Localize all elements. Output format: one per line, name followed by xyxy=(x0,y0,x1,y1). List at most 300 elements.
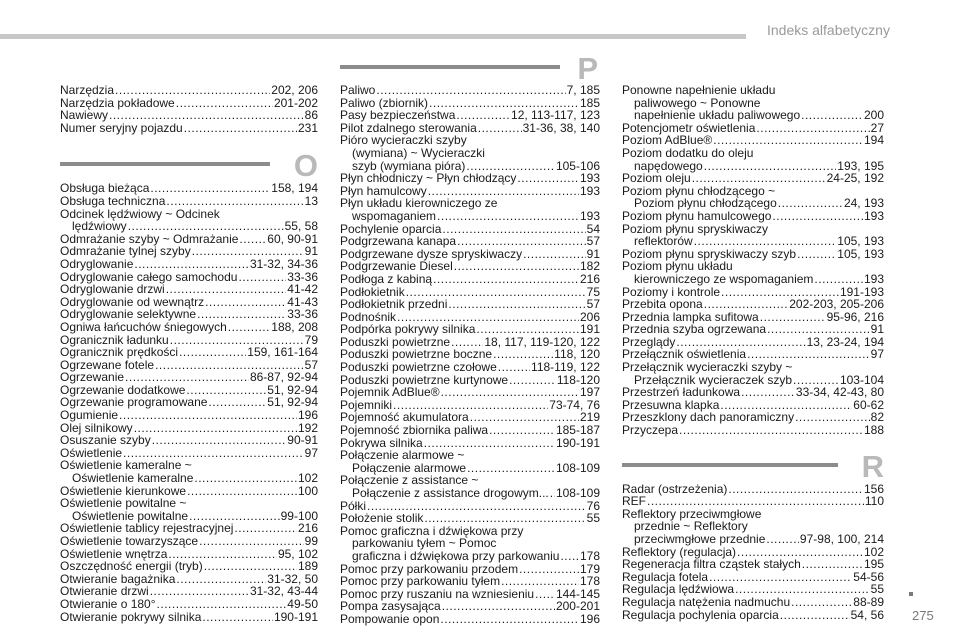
dot-leader xyxy=(741,386,795,399)
dot-leader xyxy=(205,296,286,309)
entry-term: Podpórka pokrywy silnika xyxy=(340,322,476,337)
entry-term: Regulacja fotela xyxy=(622,569,709,584)
entry-term: Pokrywa silnika xyxy=(340,435,423,450)
entry-term: Poduszki powietrzne boczne xyxy=(340,347,493,362)
entry-term: Półki xyxy=(340,498,367,513)
entry-pages: 7, 185 xyxy=(566,83,600,97)
dot-leader xyxy=(560,550,579,563)
entry-term: Podnośnik xyxy=(340,309,397,324)
dot-leader xyxy=(134,422,297,435)
entry-term: Odcinek lędźwiowy ~ Odcinek xyxy=(60,206,220,221)
entry-pages: 188, 208 xyxy=(271,319,318,334)
entry-pages: 193 xyxy=(579,208,600,223)
entry-pages: 196 xyxy=(579,611,600,626)
index-entry xyxy=(60,434,318,447)
index-entry xyxy=(340,147,600,160)
dot-leader xyxy=(801,109,863,122)
dot-leader xyxy=(179,346,246,359)
dot-leader xyxy=(704,160,837,173)
index-entry xyxy=(340,386,600,399)
entry-term: Pojemność zbiornika paliwa xyxy=(340,423,489,438)
entry-term: Poziom płynu hamulcowego xyxy=(622,208,772,223)
entry-pages: 55 xyxy=(586,511,600,526)
entry-term: Pomoc przy parkowaniu tyłem xyxy=(340,574,501,589)
dot-leader xyxy=(457,235,586,248)
dot-leader xyxy=(176,97,273,110)
letter-header-p xyxy=(340,43,598,86)
entry-term: Płyn układu kierowniczego ze xyxy=(340,196,498,211)
entry-term: Pomoc przy parkowaniu przodem xyxy=(340,561,519,576)
entry-pages: 193 xyxy=(863,208,884,223)
entry-term: Odryglowanie drzwi xyxy=(60,282,165,297)
index-entry xyxy=(340,84,600,97)
entry-term: Ponowne napełnienie układu xyxy=(622,83,776,97)
entry-term: Oświetlenie kameralne xyxy=(72,471,194,486)
entry-term: Pilot zdalnego sterowania xyxy=(340,120,477,135)
dot-leader xyxy=(694,235,837,248)
dot-leader xyxy=(814,273,863,286)
entry-term: Olej silnikowy xyxy=(60,420,133,435)
index-entry xyxy=(60,122,318,135)
index-entry xyxy=(622,533,884,546)
entry-term: Połączenie z assistance drogowym... xyxy=(352,486,549,500)
entry-pages: 182 xyxy=(579,259,600,274)
entry-pages: 91 xyxy=(870,322,884,337)
entry-term: Przyczepa xyxy=(622,423,679,438)
index-entry xyxy=(60,560,318,573)
entry-term: Ogranicznik prędkości xyxy=(60,345,179,360)
entry-term: Otwieranie bagażnika xyxy=(60,571,176,586)
entry-pages: 219 xyxy=(579,410,600,425)
dot-leader xyxy=(134,258,249,271)
entry-pages: 79 xyxy=(304,332,318,347)
entry-pages: 197 xyxy=(579,385,600,400)
index-entry xyxy=(60,535,318,548)
entry-pages: 33-36 xyxy=(287,269,318,284)
index-entry xyxy=(60,497,318,510)
entry-term: (wymiana) ~ Wycieraczki xyxy=(352,145,485,160)
entry-pages: 97 xyxy=(870,347,884,362)
entry-term: kierowniczego ze wspomaganiem xyxy=(634,271,814,286)
entry-pages: 91 xyxy=(304,244,318,259)
entry-term: Płyn hamulcowy xyxy=(340,183,427,198)
dot-leader xyxy=(150,585,249,598)
dot-leader xyxy=(157,598,287,611)
index-entry xyxy=(60,321,318,334)
entry-term: Nawiewy xyxy=(60,108,109,123)
index-entry xyxy=(60,409,318,422)
letter-bar xyxy=(622,463,838,467)
entry-pages: 192 xyxy=(297,420,318,435)
entry-pages: 193, 195 xyxy=(837,158,884,173)
dot-leader xyxy=(437,210,579,223)
index-entry xyxy=(622,298,884,311)
entry-pages: 201-202 xyxy=(273,95,318,110)
index-entry xyxy=(340,550,600,563)
entry-term: Reflektory przeciwmgłowe xyxy=(622,506,762,521)
entry-term: Odmrażanie szyby ~ Odmrażanie xyxy=(60,231,239,246)
dot-leader xyxy=(448,298,585,311)
entry-term: przednie ~ Reflektory xyxy=(634,519,748,534)
dot-leader xyxy=(109,109,304,122)
entry-term: Podłokietnik przedni xyxy=(340,297,448,312)
index-group-r xyxy=(622,483,884,622)
entry-pages: 31-36, 38, 140 xyxy=(522,120,600,135)
index-entry xyxy=(622,558,884,571)
entry-pages: 82 xyxy=(870,410,884,425)
dot-leader xyxy=(115,84,270,97)
entry-term: Poduszki powietrzne czołowe xyxy=(340,360,497,375)
dot-leader xyxy=(125,371,249,384)
letter-o: O xyxy=(293,148,318,184)
index-group-p xyxy=(340,84,600,626)
entry-pages: 13, 23-24, 194 xyxy=(806,334,884,349)
entry-pages: 118, 120 xyxy=(554,347,600,362)
entry-term: Odryglowanie xyxy=(60,256,134,271)
entry-term: lędźwiowy xyxy=(72,219,127,234)
dot-leader xyxy=(228,321,271,334)
letter-r: R xyxy=(861,448,884,484)
dot-leader xyxy=(489,424,555,437)
entry-pages: 95, 102 xyxy=(277,546,318,561)
dot-leader xyxy=(166,283,287,296)
entry-term: Regeneracja filtra cząstek stałych xyxy=(622,557,801,572)
entry-term: Obsługa bieżąca xyxy=(60,181,150,196)
entry-term: Połączenie alarmowe xyxy=(352,460,467,475)
entry-pages: 108-109 xyxy=(555,460,600,475)
entry-term: Potencjometr oświetlenia xyxy=(622,120,756,135)
dot-leader xyxy=(498,361,530,374)
entry-term: Paliwo (zbiornik) xyxy=(340,95,429,110)
entry-pages: 105, 193 xyxy=(837,246,884,261)
entry-term: Ogranicznik ładunku xyxy=(60,332,169,347)
index-entry xyxy=(622,147,884,160)
entry-term: Połączenie z assistance ~ xyxy=(340,473,479,488)
entry-pages: 193 xyxy=(579,171,600,186)
entry-pages: 206 xyxy=(579,309,600,324)
entry-pages: 99 xyxy=(304,534,318,548)
entry-term: Regulacja natężenia nadmuchu xyxy=(622,594,791,609)
entry-pages: 33-36 xyxy=(287,307,318,322)
dot-leader xyxy=(756,122,869,135)
dot-leader xyxy=(523,248,586,261)
letter-bar xyxy=(340,65,560,69)
entry-pages: 216 xyxy=(579,271,600,286)
entry-pages: 73-74, 76 xyxy=(549,397,600,412)
dot-leader xyxy=(791,596,852,609)
dot-leader xyxy=(184,122,297,135)
entry-pages: 105-106 xyxy=(555,158,600,173)
entry-term: Przednia lampka sufitowa xyxy=(622,309,759,324)
entry-term: Przełącznik wycieraczki szyby ~ xyxy=(622,360,793,375)
entry-term: Poziomy i kontrole xyxy=(622,284,721,299)
dot-leader xyxy=(476,323,579,336)
dot-leader xyxy=(150,182,270,195)
entry-pages: 60, 90-91 xyxy=(267,231,318,246)
dot-leader xyxy=(187,485,297,498)
entry-term: Odryglowanie całego samochodu xyxy=(60,269,238,284)
index-entry xyxy=(340,210,600,223)
entry-term: Narzędzia xyxy=(60,83,115,97)
entry-term: Pasy bezpieczeństwa xyxy=(340,108,456,123)
dot-leader xyxy=(456,109,510,122)
entry-pages: 216 xyxy=(297,521,318,536)
index-entry xyxy=(622,273,884,286)
index-entry xyxy=(340,361,600,374)
entry-term: Narzędzia pokładowe xyxy=(60,95,175,110)
index-entry xyxy=(340,235,600,248)
dot-leader xyxy=(478,122,522,135)
entry-pages: 105, 193 xyxy=(837,234,884,249)
index-entry xyxy=(60,220,318,233)
entry-pages: 51, 92-94 xyxy=(267,382,318,397)
dot-leader xyxy=(440,613,579,626)
entry-term: Oświetlenie towarzyszące xyxy=(60,534,199,548)
dot-leader xyxy=(519,563,579,576)
index-entry xyxy=(340,613,600,626)
entry-term: Oświetlenie xyxy=(60,445,123,460)
entry-pages: 31-32, 34-36 xyxy=(249,256,318,271)
entry-term: Płyn chłodniczy ~ Płyn chłodzący xyxy=(340,171,517,186)
entry-pages: 200 xyxy=(863,108,884,123)
entry-term: Położenie stolik xyxy=(340,511,424,526)
index-entry xyxy=(60,283,318,296)
dot-leader xyxy=(509,374,556,387)
entry-pages: 86-87, 92-94 xyxy=(249,370,318,385)
entry-term: Pomoc graficzna i dźwiękowa przy xyxy=(340,523,524,538)
page-marker xyxy=(909,592,913,596)
entry-pages: 231 xyxy=(297,120,318,135)
entry-pages: 178 xyxy=(579,574,600,589)
entry-pages: 57 xyxy=(586,234,600,249)
index-group-o xyxy=(60,182,318,623)
entry-term: Reflektory (regulacja) xyxy=(622,544,737,559)
entry-pages: 110 xyxy=(864,494,884,509)
entry-term: Oświetlenie powitalne xyxy=(72,508,189,523)
dot-leader xyxy=(208,396,266,409)
entry-term: Przełącznik wycieraczek szyb xyxy=(634,372,793,387)
index-entry xyxy=(60,598,318,611)
index-entry xyxy=(340,449,600,462)
entry-pages: 108-109 xyxy=(555,486,600,500)
index-entry xyxy=(60,472,318,485)
entry-term: Regulacja pochylenia oparcia xyxy=(622,607,779,622)
entry-pages: 54-56 xyxy=(853,569,884,584)
dot-leader xyxy=(199,535,304,548)
dot-leader xyxy=(704,298,789,311)
entry-term: Przełącznik oświetlenia xyxy=(622,347,747,362)
index-entry xyxy=(340,109,600,122)
dot-leader xyxy=(766,533,799,546)
entry-term: Połączenie alarmowe ~ xyxy=(340,448,465,463)
entry-term: Oszczędność energii (tryb) xyxy=(60,559,203,574)
entry-term: Pompa zasysająca xyxy=(340,599,441,614)
entry-pages: 159, 161-164 xyxy=(247,345,318,360)
entry-pages: 51, 92-94 xyxy=(267,395,318,410)
entry-term: Przesuwna klapka xyxy=(622,397,720,412)
entry-term: Numer seryjny pojazdu xyxy=(60,120,183,135)
index-entry xyxy=(340,323,600,336)
entry-pages: 191 xyxy=(579,322,600,337)
index-entry xyxy=(622,424,884,437)
entry-term: Oświetlenie powitalne ~ xyxy=(60,496,187,511)
index-group-n xyxy=(60,84,318,134)
entry-term: Pompowanie opon xyxy=(340,611,440,626)
entry-pages: 60-62 xyxy=(853,397,884,412)
entry-term: Poziom AdBlue® xyxy=(622,133,713,148)
entry-pages: 202, 206 xyxy=(271,83,318,97)
entry-term: Oświetlenie kameralne ~ xyxy=(60,458,192,473)
entry-term: Regulacja lędźwiowa xyxy=(622,582,735,597)
entry-term: paliwowego ~ Ponowne xyxy=(634,95,761,110)
entry-pages: 54, 56 xyxy=(850,607,884,622)
entry-pages: 86 xyxy=(304,108,318,123)
entry-term: przeciwmgłowe przednie xyxy=(634,532,766,546)
index-entry xyxy=(622,596,884,609)
dot-leader xyxy=(202,611,273,624)
entry-pages: 97 xyxy=(304,445,318,460)
dot-leader xyxy=(728,483,863,496)
dot-leader xyxy=(238,271,286,284)
entry-term: Otwieranie drzwi xyxy=(60,584,149,599)
dot-leader xyxy=(152,434,287,447)
dot-leader xyxy=(194,472,297,485)
entry-pages: 99-100 xyxy=(280,508,318,523)
entry-pages: 75 xyxy=(586,284,600,299)
letter-p: P xyxy=(577,51,598,86)
dot-leader xyxy=(454,260,579,273)
dot-leader xyxy=(772,210,863,223)
dot-leader xyxy=(679,424,863,437)
entry-term: Pochylenie oparcia xyxy=(340,221,442,236)
entry-pages: 88-89 xyxy=(853,594,884,609)
index-entry xyxy=(340,273,600,286)
entry-term: graficzna i dźwiękowa przy parkowaniu xyxy=(352,548,560,563)
letter-header-o xyxy=(60,140,318,184)
entry-term: Podłoga z kabiną xyxy=(340,271,433,286)
entry-pages: 202-203, 205-206 xyxy=(789,297,884,312)
letter-bar xyxy=(60,162,270,166)
entry-term: Ogrzewanie programowane xyxy=(60,395,208,410)
entry-term: Odryglowanie selektywne xyxy=(60,307,197,322)
entry-pages: 57 xyxy=(304,357,318,372)
entry-term: Przeszklony dach panoramiczny xyxy=(622,410,795,425)
entry-term: Poziom dodatku do oleju xyxy=(622,145,754,160)
entry-pages: 13 xyxy=(304,193,318,208)
entry-pages: 91 xyxy=(586,246,600,261)
entry-pages: 156 xyxy=(863,481,884,496)
entry-pages: 190-191 xyxy=(273,609,318,624)
entry-pages: 41-42 xyxy=(287,282,318,297)
index-entry xyxy=(622,235,884,248)
entry-pages: 196 xyxy=(297,408,318,423)
entry-term: Podgrzewana kanapa xyxy=(340,234,457,249)
entry-pages: 179 xyxy=(579,561,600,576)
dot-leader xyxy=(767,323,870,336)
entry-pages: 195 xyxy=(863,557,884,572)
entry-pages: 24-25, 192 xyxy=(826,171,884,186)
entry-term: szyb (wymiana pióra) xyxy=(352,158,466,173)
entry-pages: 18, 117, 119-120, 122 xyxy=(484,334,600,349)
entry-pages: 41-43 xyxy=(287,294,318,309)
entry-term: Pióro wycieraczki szyby xyxy=(340,133,467,148)
entry-pages: 158, 194 xyxy=(271,181,318,196)
entry-term: Odryglowanie od wewnątrz xyxy=(60,294,205,309)
dot-leader xyxy=(442,223,585,236)
entry-pages: 144-145 xyxy=(555,586,600,601)
dot-leader xyxy=(797,248,836,261)
entry-term: napełnienie układu paliwowego xyxy=(634,108,801,123)
entry-term: Poziom płynu układu xyxy=(622,259,733,274)
entry-pages: 102 xyxy=(297,471,318,486)
entry-pages: 185 xyxy=(579,95,600,110)
dot-leader xyxy=(204,560,297,573)
entry-pages: 118-120 xyxy=(556,372,600,387)
entry-pages: 76 xyxy=(586,498,600,513)
entry-pages: 24, 193 xyxy=(843,196,884,211)
index-column-1 xyxy=(60,84,318,623)
entry-term: Poduszki powietrzne kurtynowe xyxy=(340,372,509,387)
entry-pages: 190-191 xyxy=(555,435,600,450)
dot-leader xyxy=(517,172,579,185)
entry-pages: 102 xyxy=(863,544,884,559)
index-entry xyxy=(60,109,318,122)
index-entry xyxy=(622,386,884,399)
entry-pages: 185-187 xyxy=(555,423,600,438)
entry-term: reflektorów xyxy=(634,234,693,249)
dot-leader xyxy=(535,588,555,601)
entry-term: Ogrzewane fotele xyxy=(60,357,155,372)
entry-pages: 188 xyxy=(863,423,884,438)
entry-term: Ogrzewanie dodatkowe xyxy=(60,382,186,397)
dot-leader xyxy=(119,409,297,422)
entry-pages: 97-98, 100, 214 xyxy=(799,532,884,546)
index-entry xyxy=(340,575,600,588)
dot-leader xyxy=(128,220,284,233)
index-entry xyxy=(60,84,318,97)
entry-pages: 103-104 xyxy=(839,372,884,387)
entry-term: Poduszki powietrzne xyxy=(340,334,451,349)
entry-term: REF xyxy=(622,494,646,509)
index-entry xyxy=(60,346,318,359)
index-entry xyxy=(622,361,884,374)
entry-pages: 193 xyxy=(579,183,600,198)
entry-pages: 100 xyxy=(297,483,318,498)
entry-pages: 49-50 xyxy=(287,596,318,611)
index-entry xyxy=(340,487,600,500)
entry-term: Pojemnik AdBlue® xyxy=(340,385,440,400)
entry-term: Poziom płynu chłodzącego ~ xyxy=(622,183,776,198)
entry-term: Przeglądy xyxy=(622,334,676,349)
dot-leader xyxy=(467,462,555,475)
entry-term: Podłokietnik xyxy=(340,284,405,299)
entry-pages: 189 xyxy=(297,559,318,574)
letter-header-r xyxy=(622,441,884,484)
entry-pages: 95-96, 216 xyxy=(826,309,884,324)
entry-term: Ogniwa łańcuchów śniegowych xyxy=(60,319,227,334)
dot-leader xyxy=(760,311,826,324)
dot-leader xyxy=(441,386,579,399)
dot-leader xyxy=(802,558,863,571)
entry-term: Przestrzeń ładunkowa xyxy=(622,385,741,400)
entry-term: Osuszanie szyby xyxy=(60,433,151,448)
index-group-p-continued xyxy=(622,84,884,437)
entry-pages: 194 xyxy=(863,133,884,148)
index-entry xyxy=(60,258,318,271)
dot-leader xyxy=(780,609,850,622)
entry-pages: 193 xyxy=(863,271,884,286)
index-entry xyxy=(60,611,318,624)
